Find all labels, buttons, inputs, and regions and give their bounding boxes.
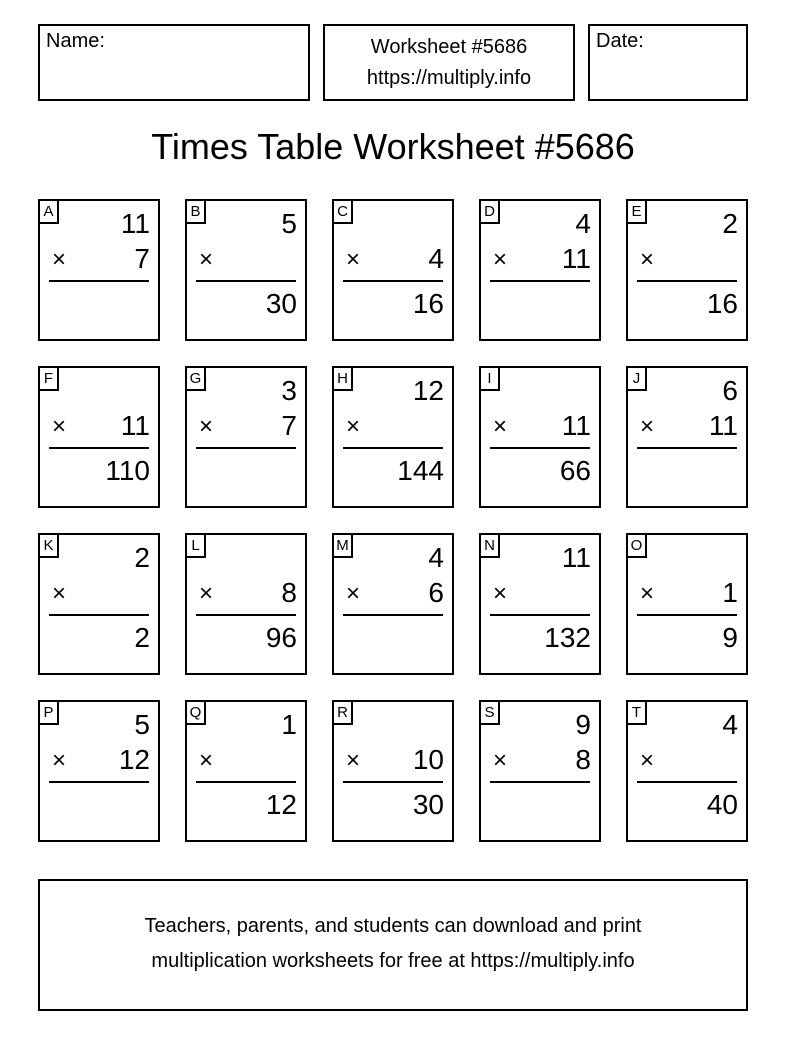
problem-multiplier: 12: [118, 744, 150, 775]
problem-answer: 144: [397, 455, 444, 486]
times-sign: ×: [493, 413, 508, 440]
problem-top-number: 6: [722, 375, 738, 406]
problem-answer: 2: [134, 622, 150, 653]
problem-top-number: 11: [120, 208, 150, 239]
problem-card-d[interactable]: [479, 199, 601, 341]
problem-multiplier: 10: [412, 744, 444, 775]
problem-card-g[interactable]: [185, 366, 307, 508]
worksheet-url: https://multiply.info: [366, 67, 532, 89]
times-sign: ×: [346, 413, 361, 440]
problem-answer: 132: [544, 622, 591, 653]
problem-top-number: 1: [281, 709, 297, 740]
problem-top-number: 2: [134, 542, 150, 573]
answer-line: [637, 781, 737, 783]
problem-letter: M: [334, 535, 353, 558]
problem-multiplier: 11: [708, 410, 738, 441]
problem-card-k[interactable]: [38, 533, 160, 675]
answer-line: [49, 781, 149, 783]
problem-top-number: 4: [722, 709, 738, 740]
problem-letter: I: [481, 368, 500, 391]
footer-line-1: Teachers, parents, and students can download and print: [144, 915, 642, 937]
footer-line-2: multiplication worksheets for free at https://multiply.info: [151, 950, 635, 972]
answer-line: [49, 447, 149, 449]
problem-card-n[interactable]: [479, 533, 601, 675]
problem-multiplier: 11: [120, 410, 150, 441]
times-sign: ×: [199, 246, 214, 273]
problem-card-j[interactable]: [626, 366, 748, 508]
times-sign: ×: [640, 246, 655, 273]
problem-letter: H: [334, 368, 353, 391]
problem-letter: L: [187, 535, 206, 558]
answer-line: [637, 280, 737, 282]
problem-letter: C: [334, 201, 353, 224]
problem-letter: S: [481, 702, 500, 725]
times-sign: ×: [52, 580, 67, 607]
problem-card-s[interactable]: [479, 700, 601, 842]
problem-card-q[interactable]: [185, 700, 307, 842]
problem-top-number: 5: [281, 208, 297, 239]
answer-line: [490, 781, 590, 783]
problem-multiplier: 11: [561, 243, 591, 274]
answer-line: [343, 614, 443, 616]
page-title: Times Table Worksheet #5686: [151, 126, 635, 167]
problem-answer: 40: [706, 789, 738, 820]
problem-top-number: 9: [575, 709, 591, 740]
problem-top-number: 2: [722, 208, 738, 239]
times-sign: ×: [52, 413, 67, 440]
problem-letter: F: [40, 368, 59, 391]
problem-card-i[interactable]: [479, 366, 601, 508]
problem-card-h[interactable]: [332, 366, 454, 508]
answer-line: [196, 781, 296, 783]
problem-card-t[interactable]: [626, 700, 748, 842]
times-sign: ×: [640, 580, 655, 607]
times-sign: ×: [493, 580, 508, 607]
problem-letter: D: [481, 201, 500, 224]
answer-line: [490, 280, 590, 282]
problem-answer: 9: [722, 622, 738, 653]
problem-letter: E: [628, 201, 647, 224]
problem-answer: 30: [412, 789, 444, 820]
problem-answer: 12: [265, 789, 297, 820]
answer-line: [196, 280, 296, 282]
problem-answer: 96: [265, 622, 297, 653]
times-sign: ×: [199, 747, 214, 774]
answer-line: [637, 614, 737, 616]
times-sign: ×: [493, 246, 508, 273]
problem-card-a[interactable]: [38, 199, 160, 341]
problem-multiplier: 1: [722, 577, 738, 608]
problem-letter: G: [187, 368, 206, 391]
problem-letter: A: [40, 201, 59, 224]
problem-card-r[interactable]: [332, 700, 454, 842]
times-sign: ×: [199, 413, 214, 440]
problem-letter: J: [628, 368, 647, 391]
times-sign: ×: [493, 747, 508, 774]
problem-answer: 30: [265, 288, 297, 319]
problem-answer: 66: [559, 455, 591, 486]
problem-card-p[interactable]: [38, 700, 160, 842]
answer-line: [490, 614, 590, 616]
problem-letter: O: [628, 535, 647, 558]
problem-top-number: 11: [561, 542, 591, 573]
problem-card-b[interactable]: [185, 199, 307, 341]
problem-top-number: 12: [412, 375, 444, 406]
times-sign: ×: [640, 747, 655, 774]
problem-top-number: 3: [281, 375, 297, 406]
problem-card-e[interactable]: [626, 199, 748, 341]
answer-line: [49, 280, 149, 282]
name-label: Name:: [46, 30, 105, 52]
problem-answer: 16: [706, 288, 738, 319]
footer-note-box: [38, 879, 748, 1011]
problem-letter: K: [40, 535, 59, 558]
problem-top-number: 5: [134, 709, 150, 740]
problem-letter: T: [628, 702, 647, 725]
problem-letter: Q: [187, 702, 206, 725]
answer-line: [343, 280, 443, 282]
answer-line: [343, 447, 443, 449]
times-sign: ×: [346, 580, 361, 607]
problem-answer: 110: [105, 455, 150, 486]
problem-multiplier: 4: [428, 243, 444, 274]
problem-answer: 16: [412, 288, 444, 319]
times-sign: ×: [346, 246, 361, 273]
problem-multiplier: 7: [281, 410, 297, 441]
problem-card-m[interactable]: [332, 533, 454, 675]
problem-card-o[interactable]: [626, 533, 748, 675]
problem-multiplier: 8: [281, 577, 297, 608]
times-sign: ×: [52, 246, 67, 273]
answer-line: [637, 447, 737, 449]
problem-top-number: 4: [428, 542, 444, 573]
answer-line: [49, 614, 149, 616]
times-sign: ×: [640, 413, 655, 440]
problem-multiplier: 11: [561, 410, 591, 441]
answer-line: [196, 447, 296, 449]
worksheet-number: Worksheet #5686: [370, 36, 528, 58]
problem-multiplier: 7: [134, 243, 150, 274]
answer-line: [490, 447, 590, 449]
times-sign: ×: [346, 747, 361, 774]
problem-letter: B: [187, 201, 206, 224]
problem-card-l[interactable]: [185, 533, 307, 675]
answer-line: [343, 781, 443, 783]
problem-multiplier: 8: [575, 744, 591, 775]
times-sign: ×: [52, 747, 67, 774]
problem-letter: R: [334, 702, 353, 725]
times-sign: ×: [199, 580, 214, 607]
problem-letter: N: [481, 535, 500, 558]
date-label: Date:: [596, 30, 644, 52]
problem-card-c[interactable]: [332, 199, 454, 341]
problem-letter: P: [40, 702, 59, 725]
problem-top-number: 4: [575, 208, 591, 239]
answer-line: [196, 614, 296, 616]
problem-card-f[interactable]: [38, 366, 160, 508]
problem-multiplier: 6: [428, 577, 444, 608]
